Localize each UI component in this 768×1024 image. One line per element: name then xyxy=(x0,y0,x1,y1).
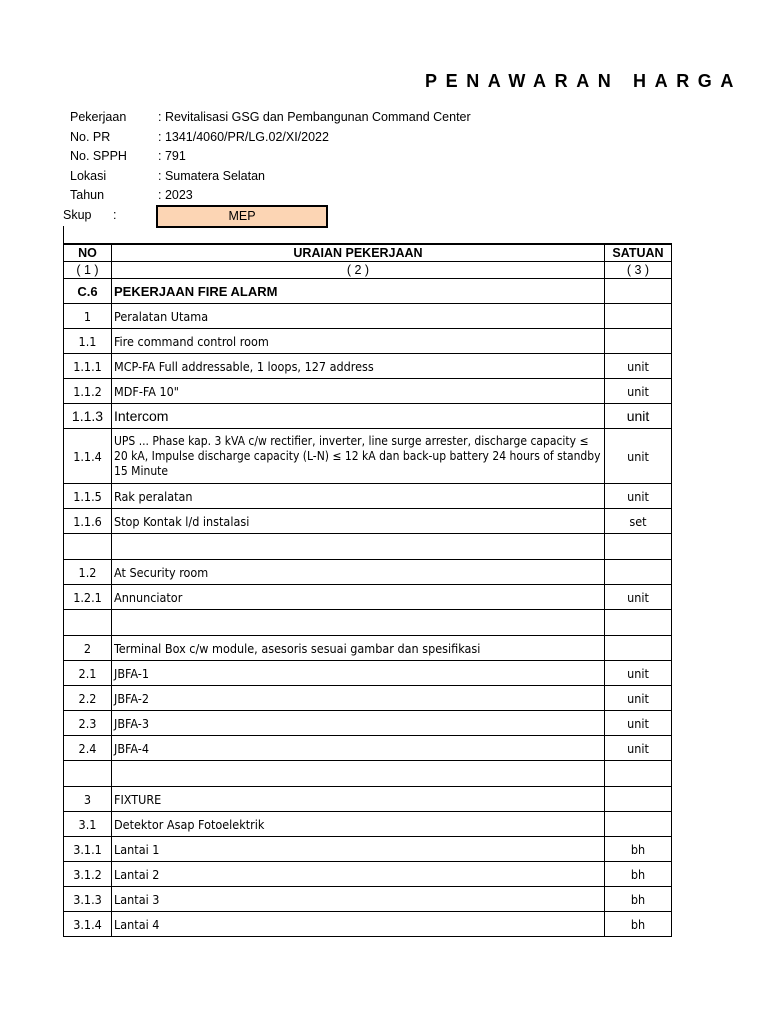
row-description-cell: Rak peralatan xyxy=(112,484,605,509)
row-no-cell: 1.1 xyxy=(64,329,112,354)
row-unit-cell: unit xyxy=(605,484,672,509)
table-subheader-row xyxy=(64,262,672,279)
row-unit-cell xyxy=(605,812,672,837)
row-description-cell: JBFA-1 xyxy=(112,661,605,686)
table-row xyxy=(64,379,672,404)
table-row xyxy=(64,686,672,711)
meta-row-tahun xyxy=(70,186,471,206)
row-no-cell: 3.1.1 xyxy=(64,837,112,862)
row-no-cell: 1.1.1 xyxy=(64,354,112,379)
meta-row-pekerjaan xyxy=(70,108,471,128)
row-description-cell: UPS ... Phase kap. 3 kVA c/w rectifier, inverter, line surge arrester, discharge capacity ≤ 20 kA, Impulse discharge capacity (L-N) ≤ 12 kA dan back-up battery 24 hours of standby 15 Minute xyxy=(112,429,605,484)
row-description-cell: Terminal Box c/w module, asesoris sesuai gambar dan spesifikasi xyxy=(112,636,605,661)
row-unit-cell: unit xyxy=(605,711,672,736)
row-unit-cell xyxy=(605,761,672,787)
row-description-cell: JBFA-4 xyxy=(112,736,605,761)
row-no-cell: 3 xyxy=(64,787,112,812)
document-title: PENAWARAN HARGA xyxy=(425,71,743,91)
row-unit-cell: unit xyxy=(605,404,672,429)
table-body xyxy=(64,244,672,937)
table-row xyxy=(64,736,672,761)
row-unit-cell: bh xyxy=(605,862,672,887)
meta-row-lokasi xyxy=(70,167,471,187)
subheader-3: ( 3 ) xyxy=(605,262,672,279)
row-description-cell: Stop Kontak l/d instalasi xyxy=(112,509,605,534)
row-unit-cell xyxy=(605,329,672,354)
row-no-cell: 1.1.5 xyxy=(64,484,112,509)
row-description-cell xyxy=(112,610,605,636)
table-row xyxy=(64,279,672,304)
row-description-cell: Lantai 1 xyxy=(112,837,605,862)
row-unit-cell: unit xyxy=(605,686,672,711)
meta-label: Tahun xyxy=(70,188,105,202)
row-description-cell: Lantai 3 xyxy=(112,887,605,912)
table-row xyxy=(64,354,672,379)
row-no-cell xyxy=(64,610,112,636)
row-no-cell: 3.1.4 xyxy=(64,912,112,937)
meta-label: No. PR xyxy=(70,129,111,144)
row-description-cell xyxy=(112,534,605,560)
table-row xyxy=(64,912,672,937)
subheader-2: ( 2 ) xyxy=(112,262,605,279)
skup-label: Skup xyxy=(63,208,92,222)
meta-value: : Sumatera Selatan xyxy=(158,168,266,183)
table-row xyxy=(64,661,672,686)
row-no-cell: 1.1.2 xyxy=(64,379,112,404)
meta-row-no-spph xyxy=(70,147,471,167)
row-no-cell xyxy=(64,534,112,560)
row-description-cell: Fire command control room xyxy=(112,329,605,354)
row-unit-cell xyxy=(605,787,672,812)
row-no-cell: 1.1.3 xyxy=(64,404,112,429)
row-unit-cell xyxy=(605,279,672,304)
table-row xyxy=(64,509,672,534)
table-header-row xyxy=(64,244,672,262)
table-row xyxy=(64,761,672,787)
row-unit-cell xyxy=(605,636,672,661)
row-description-cell: MDF-FA 10" xyxy=(112,379,605,404)
table-row xyxy=(64,585,672,610)
table-row xyxy=(64,711,672,736)
meta-label: Lokasi xyxy=(70,168,107,183)
row-description-cell: Lantai 4 xyxy=(112,912,605,937)
row-no-cell: 1.1.6 xyxy=(64,509,112,534)
row-unit-cell: unit xyxy=(605,429,672,484)
row-unit-cell: bh xyxy=(605,912,672,937)
row-unit-cell: unit xyxy=(605,661,672,686)
table-row xyxy=(64,812,672,837)
table-row xyxy=(64,862,672,887)
skup-colon: : xyxy=(113,208,117,222)
work-items-table xyxy=(63,243,672,937)
row-unit-cell: unit xyxy=(605,354,672,379)
table-row xyxy=(64,560,672,585)
row-no-cell: 1 xyxy=(64,304,112,329)
table-row xyxy=(64,484,672,509)
row-no-cell: 2.1 xyxy=(64,661,112,686)
row-no-cell xyxy=(64,761,112,787)
row-no-cell: 3.1 xyxy=(64,812,112,837)
row-description-cell: JBFA-3 xyxy=(112,711,605,736)
row-no-cell: 2.4 xyxy=(64,736,112,761)
meta-label: No. SPPH xyxy=(70,149,127,163)
project-info xyxy=(70,108,471,206)
row-description-cell xyxy=(112,761,605,787)
row-unit-cell: bh xyxy=(605,837,672,862)
row-unit-cell xyxy=(605,610,672,636)
row-description-cell: Intercom xyxy=(112,404,605,429)
skup-value-cell[interactable]: MEP xyxy=(156,205,328,228)
table-row xyxy=(64,429,672,484)
row-description-cell: JBFA-2 xyxy=(112,686,605,711)
subheader-1: ( 1 ) xyxy=(64,262,112,279)
header-no: NO xyxy=(64,244,112,262)
row-unit-cell: bh xyxy=(605,887,672,912)
row-unit-cell: unit xyxy=(605,736,672,761)
row-no-cell: 3.1.3 xyxy=(64,887,112,912)
table-row xyxy=(64,787,672,812)
meta-value: : 791 xyxy=(158,149,186,163)
table-row xyxy=(64,610,672,636)
table-row xyxy=(64,304,672,329)
row-no-cell: 3.1.2 xyxy=(64,862,112,887)
row-description-cell: Peralatan Utama xyxy=(112,304,605,329)
table-row xyxy=(64,329,672,354)
meta-value: : 1341/4060/PR/LG.02/XI/2022 xyxy=(158,129,329,144)
table-row xyxy=(64,837,672,862)
row-no-cell: C.6 xyxy=(64,279,112,304)
row-description-cell: FIXTURE xyxy=(112,787,605,812)
row-no-cell: 1.1.4 xyxy=(64,429,112,484)
divider xyxy=(63,226,64,244)
row-description-cell: MCP-FA Full addressable, 1 loops, 127 address xyxy=(112,354,605,379)
row-unit-cell: unit xyxy=(605,379,672,404)
row-no-cell: 1.2 xyxy=(64,560,112,585)
table-row xyxy=(64,636,672,661)
row-no-cell: 2 xyxy=(64,636,112,661)
row-description-cell: Detektor Asap Fotoelektrik xyxy=(112,812,605,837)
row-description-cell: At Security room xyxy=(112,560,605,585)
row-description-cell: Lantai 2 xyxy=(112,862,605,887)
row-unit-cell: unit xyxy=(605,585,672,610)
header-uraian: URAIAN PEKERJAAN xyxy=(112,244,605,262)
row-no-cell: 2.2 xyxy=(64,686,112,711)
meta-value: : Revitalisasi GSG dan Pembangunan Command Center xyxy=(158,110,471,124)
row-no-cell: 2.3 xyxy=(64,711,112,736)
meta-label: Pekerjaan xyxy=(70,110,127,124)
table-row xyxy=(64,887,672,912)
row-no-cell: 1.2.1 xyxy=(64,585,112,610)
header-satuan: SATUAN xyxy=(605,244,672,262)
row-unit-cell: set xyxy=(605,509,672,534)
row-description-cell: PEKERJAAN FIRE ALARM xyxy=(112,279,605,304)
meta-value: : 2023 xyxy=(158,188,193,202)
row-unit-cell xyxy=(605,304,672,329)
row-unit-cell xyxy=(605,534,672,560)
row-description-cell: Annunciator xyxy=(112,585,605,610)
row-unit-cell xyxy=(605,560,672,585)
table-row xyxy=(64,534,672,560)
table-row xyxy=(64,404,672,429)
meta-row-no-pr xyxy=(70,128,471,148)
